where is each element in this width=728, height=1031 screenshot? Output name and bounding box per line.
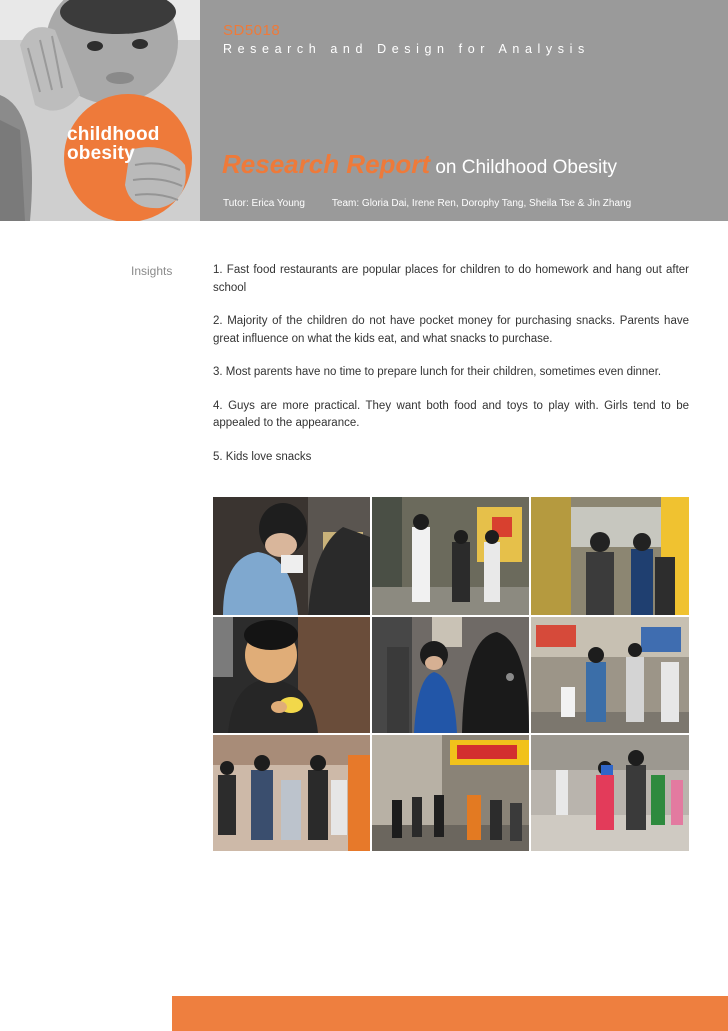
insight-item: 5. Kids love snacks: [213, 450, 312, 463]
photo-shop-sign-street: [372, 735, 529, 851]
photo-family-shop-queue: [213, 735, 370, 851]
photo-boy-eating-cup: [213, 497, 370, 615]
credits: [223, 198, 631, 209]
logo-text: [67, 125, 160, 163]
insight-item: 2. Majority of the children do not have pocket money for purchasing snacks. Parents have great influence on what the kids eat, and what snacks to purchase.: [213, 315, 689, 345]
photo-students-at-stall: [372, 497, 529, 615]
report-title-rest: on Childhood Obesity: [430, 157, 618, 178]
photo-grid: [213, 497, 689, 851]
insight-item: 1. Fast food restaurants are popular places for children to do homework and hang out after school: [213, 264, 689, 294]
footer-bar: [172, 996, 728, 1031]
photo-girl-eating-snack: [213, 617, 370, 733]
photo-girls-pink-outfits: [531, 735, 689, 851]
logo-line-2: obesity: [67, 143, 135, 164]
photo-boy-blue-jacket: [372, 617, 529, 733]
logo-line-1: childhood: [67, 124, 160, 145]
team-credit: Team: Gloria Dai, Irene Ren, Dorophy Tang, Sheila Tse & Jin Zhang: [331, 198, 632, 209]
tutor-credit: Tutor: Erica Young: [223, 198, 305, 209]
photo-shop-front-family: [531, 497, 689, 615]
course-code: SD5018: [223, 22, 281, 39]
photo-street-market: [531, 617, 689, 733]
insights-list: [213, 262, 689, 482]
child-photo: [0, 0, 200, 221]
report-title: [222, 149, 617, 180]
header-banner: [0, 0, 728, 221]
insight-item: 4. Guys are more practical. They want both food and toys to play with. Girls tend to be appealed to the appearance.: [213, 399, 689, 429]
insights-label: Insights: [131, 264, 173, 278]
report-title-accent: Research Report: [222, 149, 431, 179]
insight-item: 3. Most parents have no time to prepare lunch for their children, sometimes even dinner.: [213, 366, 662, 378]
course-title: Research and Design for Analysis: [223, 42, 590, 56]
